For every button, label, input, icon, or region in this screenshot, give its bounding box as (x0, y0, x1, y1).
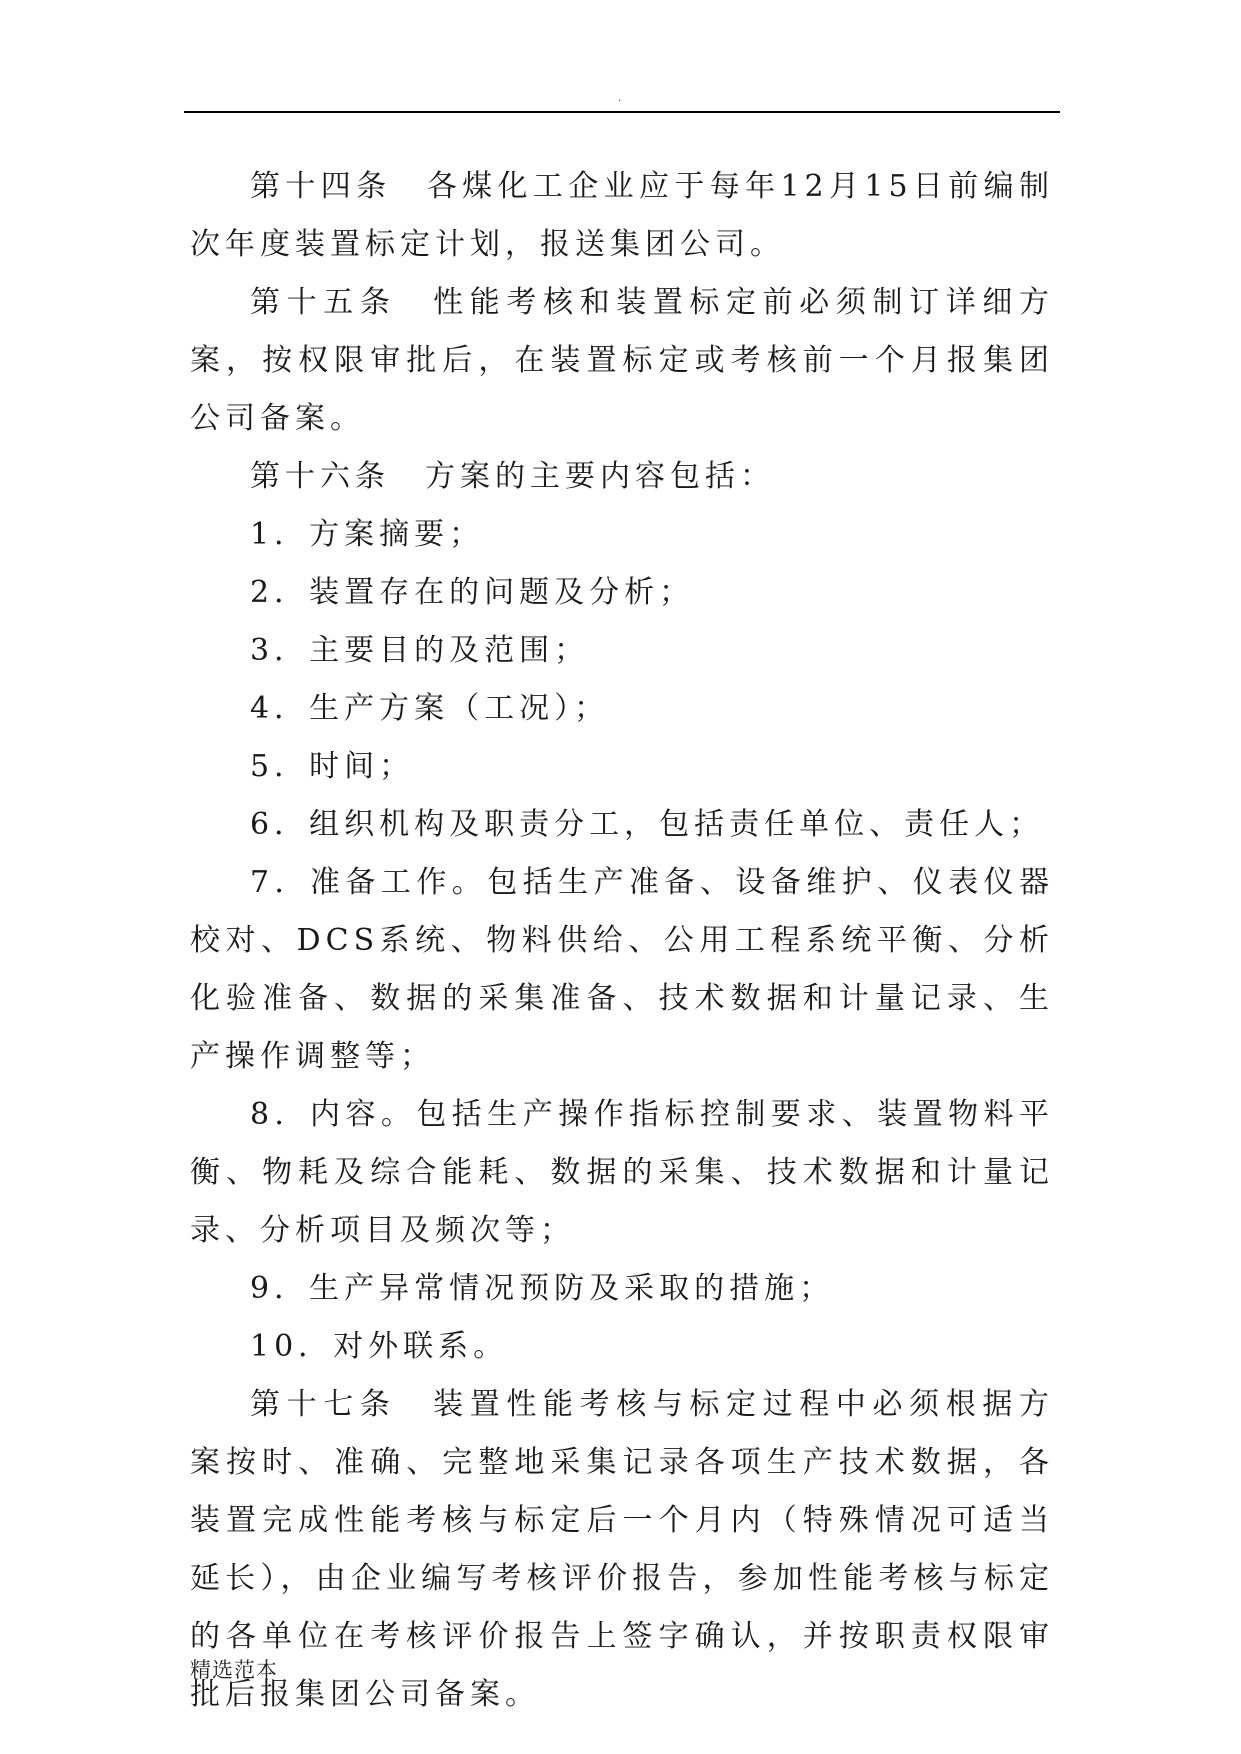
article-15: 第十五条 性能考核和装置标定前必须制订详细方案，按权限审批后，在装置标定或考核前一个月报集团公司备案。 (190, 285, 1054, 436)
list-item-5: 5．时间； (250, 749, 415, 784)
list-item-8: 8．内容。包括生产操作指标控制要求、装置物料平衡、物耗及综合能耗、数据的采集、技术数据和计量记录、分析项目及频次等； (190, 1097, 1054, 1248)
list-item-1: 1．方案摘要； (250, 517, 485, 552)
list-item-3: 3．主要目的及范围； (250, 633, 590, 668)
list-item-7: 7．准备工作。包括生产准备、设备维护、仪表仪器校对、DCS系统、物料供给、公用工程系统平衡、分析化验准备、数据的采集准备、技术数据和计量记录、生产操作调整等； (190, 865, 1054, 1074)
article-16: 第十六条 方案的主要内容包括： (250, 459, 775, 494)
article-17: 第十七条 装置性能考核与标定过程中必须根据方案按时、准确、完整地采集记录各项生产技术数据，各装置完成性能考核与标定后一个月内（特殊情况可适当延长），由企业编写考核评价报告，参加性能考核与标定的各单位在考核评价报告上签字确认，并按职责权限审批后报集团公司备案。 (190, 1387, 1054, 1712)
list-item-9: 9．生产异常情况预防及采取的措施； (250, 1271, 835, 1306)
list-item-10: 10．对外联系。 (250, 1329, 509, 1364)
list-item-6: 6．组织机构及职责分工，包括责任单位、责任人； (250, 807, 1045, 842)
header-dot: . (618, 93, 622, 104)
list-item-2: 2．装置存在的问题及分析； (250, 575, 695, 610)
document-body (190, 158, 1054, 1724)
list-item-4: 4．生产方案（工况）； (250, 691, 610, 726)
footer-label: 精选范本 (190, 1658, 278, 1682)
header-rule (184, 111, 1060, 113)
article-14: 第十四条 各煤化工企业应于每年12月15日前编制次年度装置标定计划，报送集团公司。 (190, 169, 1054, 262)
